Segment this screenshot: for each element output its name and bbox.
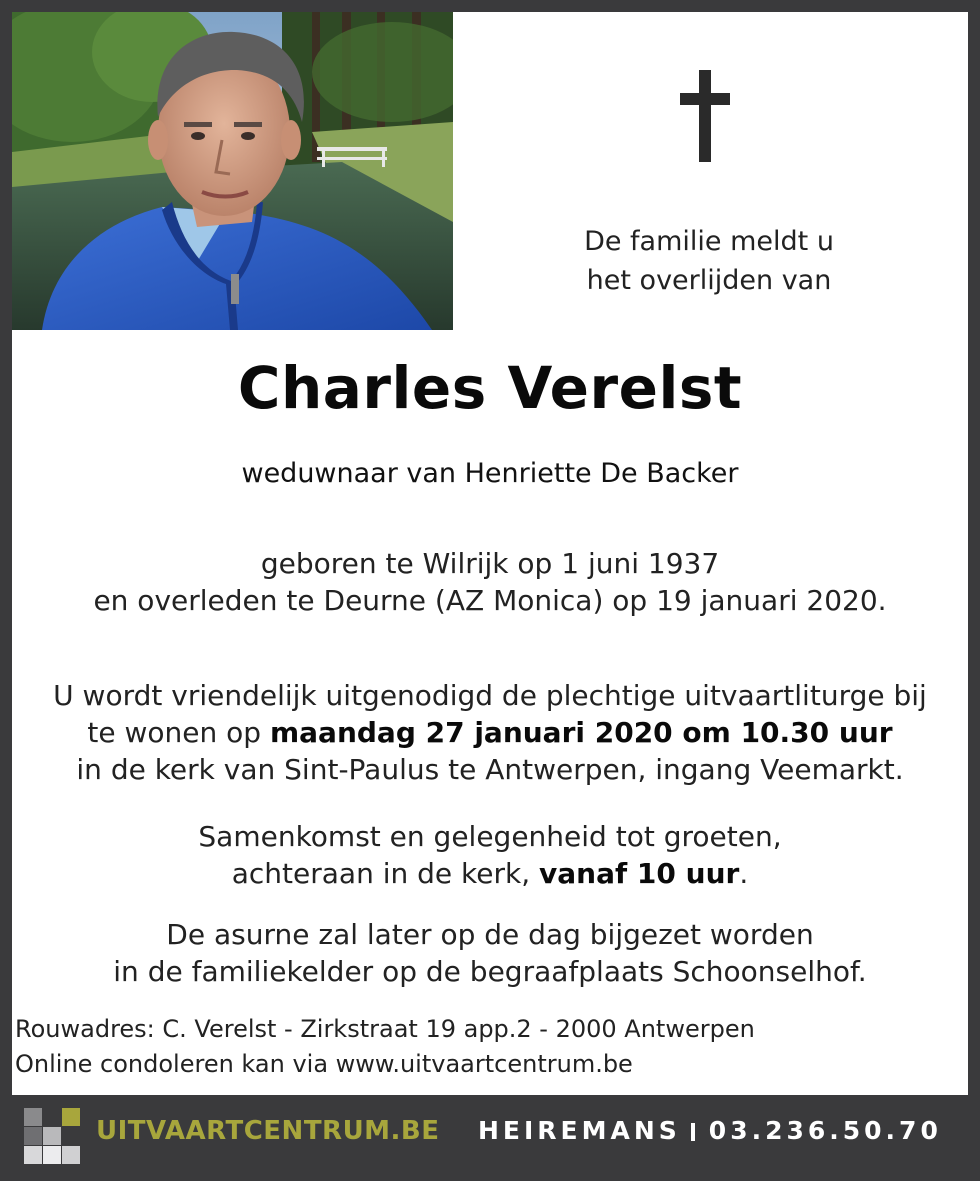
deceased-name: Charles Verelst <box>237 354 743 422</box>
gathering-line-1: Samenkomst en gelegenheid tot groeten, <box>198 820 782 853</box>
separator <box>691 1123 695 1141</box>
ceremony-line-3: in de kerk van Sint-Paulus te Antwerpen, ingang Veemarkt. <box>76 753 904 786</box>
footer-banner <box>0 1098 980 1181</box>
deceased-relation: weduwnaar van Henriette De Backer <box>241 458 739 489</box>
gathering-line-2 <box>12 855 968 892</box>
funeral-home-name: HEIREMANS <box>478 1116 681 1145</box>
ceremony-info <box>12 677 968 788</box>
online-condolence: Online condoleren kan via www.uitvaartcentrum.be <box>15 1050 633 1078</box>
brand-name: UITVAARTCENTRUM.BE <box>96 1116 440 1146</box>
gathering-info <box>12 818 968 892</box>
ceremony-datetime: maandag 27 januari 2020 om 10.30 uur <box>269 716 893 749</box>
uitvaartcentrum-logo-icon <box>24 1108 80 1166</box>
cross-icon <box>680 70 730 162</box>
mourning-address: Rouwadres: C. Verelst - Zirkstraat 19 app.2 - 2000 Antwerpen <box>15 1015 755 1043</box>
gathering-line-2-prefix: achteraan in de kerk, <box>231 857 540 890</box>
ceremony-line-2-prefix: te wonen op <box>87 716 270 749</box>
portrait-photo <box>12 12 453 330</box>
life-dates <box>12 545 968 619</box>
contact-info <box>15 1012 755 1082</box>
ceremony-line-1: U wordt vriendelijk uitgenodigd de plechtige uitvaartliturge bij <box>53 679 927 712</box>
burial-line-2: in de familiekelder op de begraafplaats Schoonselhof. <box>113 955 867 988</box>
obituary-card <box>12 12 968 1095</box>
announcement-intro <box>504 222 914 300</box>
intro-line-1: De familie meldt u <box>584 226 834 257</box>
gathering-line-2-suffix: . <box>739 857 749 890</box>
phone-number: 03.236.50.70 <box>708 1116 942 1145</box>
ceremony-line-2 <box>12 714 968 751</box>
intro-line-2: het overlijden van <box>586 265 832 296</box>
gathering-time: vanaf 10 uur <box>539 857 740 890</box>
burial-info <box>12 916 968 990</box>
funeral-home-contact <box>478 1116 942 1145</box>
burial-line-1: De asurne zal later op de dag bijgezet worden <box>166 918 814 951</box>
birth-line: geboren te Wilrijk op 1 juni 1937 <box>260 547 720 580</box>
death-line: en overleden te Deurne (AZ Monica) op 19 januari 2020. <box>93 584 887 617</box>
